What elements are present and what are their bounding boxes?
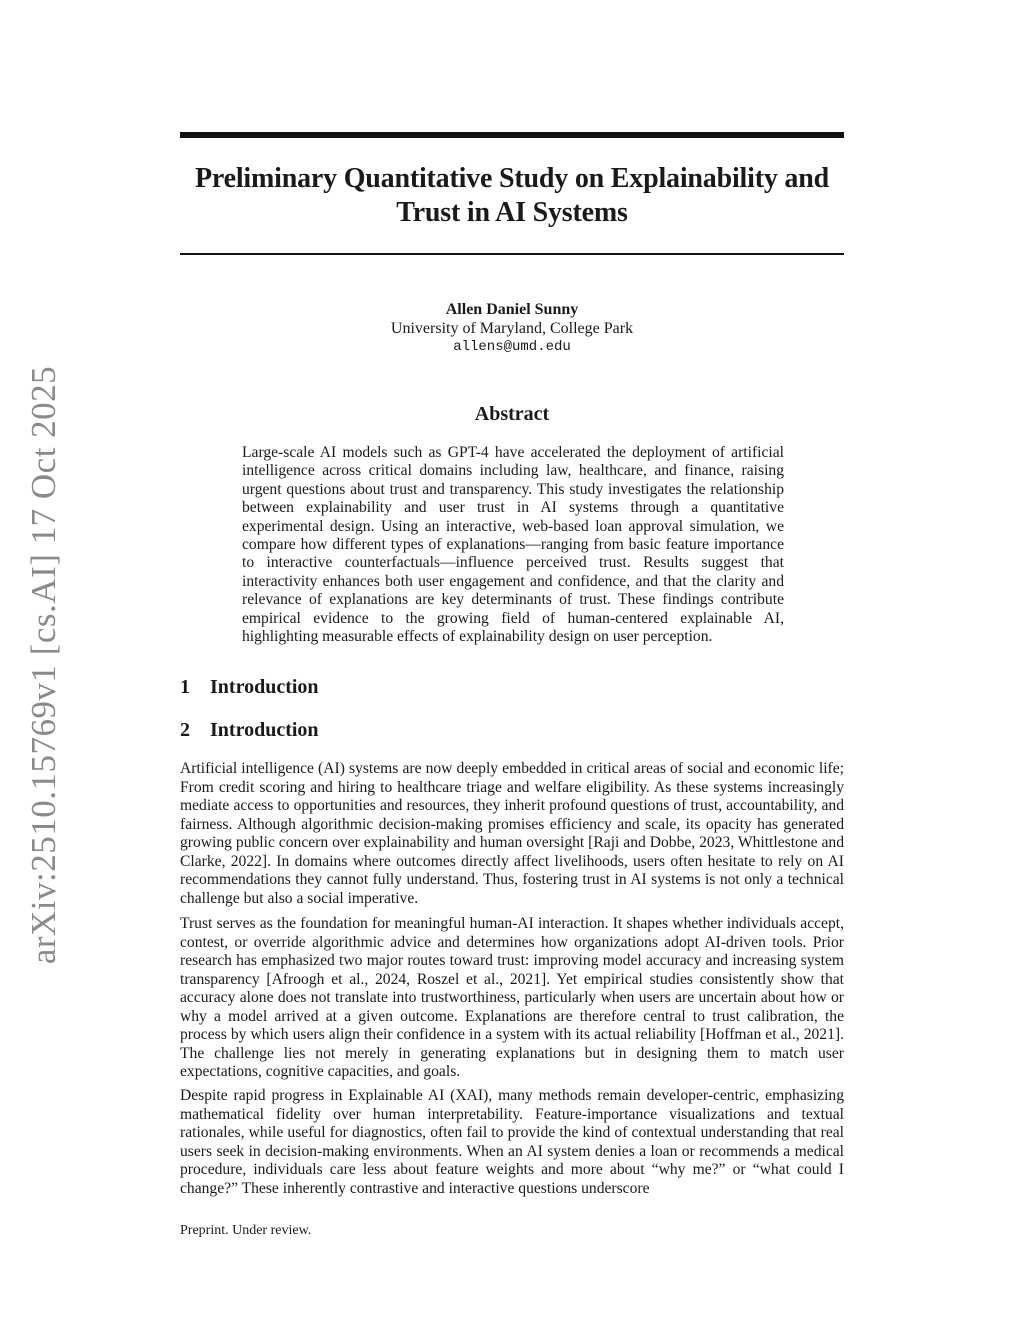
abstract-heading: Abstract [474, 403, 550, 425]
body-paragraph-2: Trust serves as the foundation for meaningful human-AI interaction. It shapes whether individuals accept, contest, or override algorithmic advice and determines how organizations adopt AI-driven tools. Prior research has emphasized two major routes toward trust: improving model accuracy and increasing system transparency [Afroogh et al., 2024, Roszel et al., 2021]. Yet empirical studies consistently show that accuracy alone does not translate into trustworthiness, particularly when users are uncertain about how or why a model arrived at a given outcome. Explanations are therefore central to trust calibration, the process by which users align their confidence in a system with its actual reliability [Hoffman et al., 2021]. The challenge lies not merely in generating explanations but in designing them to match user expectations, cognitive capacities, and goals. [180, 915, 844, 1080]
author-affiliation: University of Maryland, College Park [390, 320, 634, 337]
arxiv-identifier: arXiv:2510.15769v1 [cs.AI] 17 Oct 2025 [24, 365, 63, 965]
author-email: allens@umd.edu [453, 339, 571, 355]
section-heading-2 [180, 718, 319, 742]
section-title: Introduction [210, 719, 319, 741]
title-bottom-rule [180, 253, 844, 255]
section-title: Introduction [210, 676, 319, 698]
abstract-text: Large-scale AI models such as GPT-4 have accelerated the deployment of artificial intelligence across critical domains including law, healthcare, and finance, raising urgent questions about trust and transparency. This study investigates the relationship between explainability and user trust in AI systems through a quantitative experimental design. Using an interactive, web-based loan approval simulation, we compare how different types of explanations—ranging from basic feature importance to interactive counterfactuals—influence perceived trust. Results suggest that interactivity enhances both user engagement and confidence, and that the clarity and relevance of explanations are key determinants of trust. These findings contribute empirical evidence to the growing field of human-centered explainable AI, highlighting measurable effects of explainability design on user perception. [242, 444, 784, 646]
paper-title [180, 162, 844, 230]
author-name: Allen Daniel Sunny [445, 301, 579, 318]
title-line-1: Preliminary Quantitative Study on Explainability and [195, 163, 829, 194]
preprint-footer: Preprint. Under review. [180, 1223, 312, 1238]
title-top-rule [180, 132, 844, 138]
body-paragraph-1: Artificial intelligence (AI) systems are now deeply embedded in critical areas of social and economic life; From credit scoring and hiring to healthcare triage and welfare eligibility. As these systems increasingly mediate access to opportunities and resources, they inherit profound questions of trust, accountability, and fairness. Although algorithmic decision-making promises efficiency and scale, its opacity has generated growing public concern over explainability and human oversight [Raji and Dobbe, 2023, Whittlestone and Clarke, 2022]. In domains where outcomes directly affect livelihoods, users often hesitate to rely on AI recommendations they cannot fully understand. Thus, fostering trust in AI systems is not only a technical challenge but also a social imperative. [180, 760, 844, 907]
section-number: 2 [180, 719, 190, 741]
section-number: 1 [180, 676, 190, 698]
body-paragraph-3: Despite rapid progress in Explainable AI (XAI), many methods remain developer-centric, emphasizing mathematical fidelity over human interpretability. Feature-importance visualizations and textual rationales, while useful for diagnostics, often fail to provide the kind of contextual understanding that real users seek in decision-making environments. When an AI system denies a loan or recommends a medical procedure, individuals care less about feature weights and more about “why me?” or “what could I change?” These inherently contrastive and interactive questions underscore [180, 1087, 844, 1197]
author-block [180, 300, 844, 357]
section-heading-1 [180, 675, 319, 699]
title-line-2: Trust in AI Systems [396, 197, 628, 228]
